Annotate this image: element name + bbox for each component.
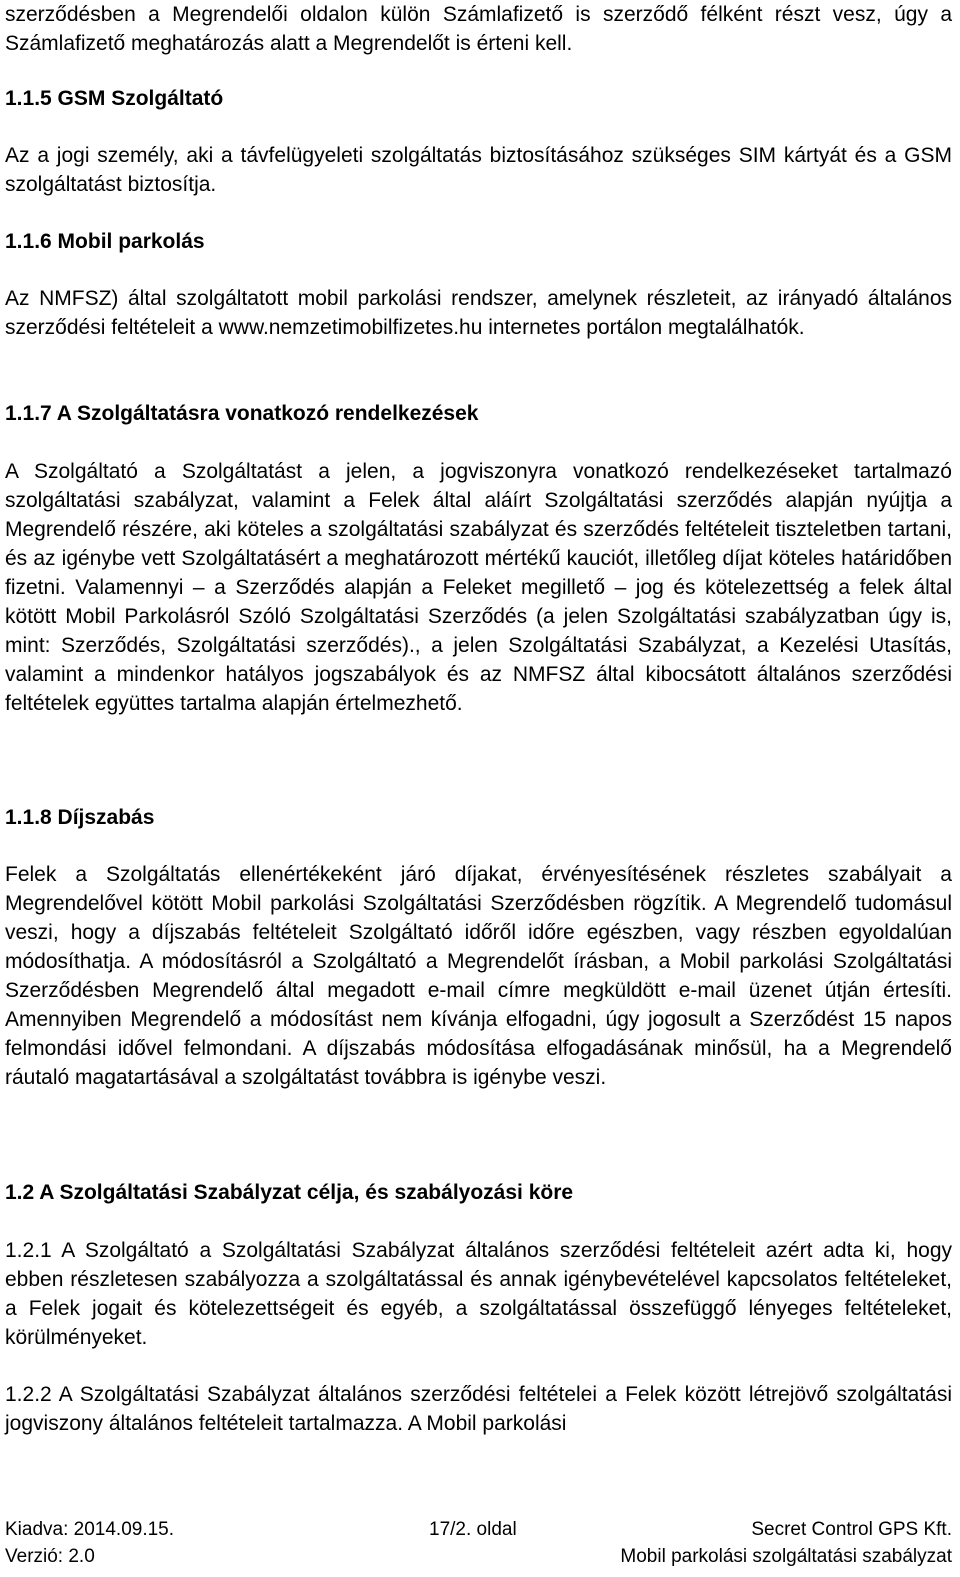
section-1-1-6-heading: 1.1.6 Mobil parkolás (5, 230, 205, 253)
footer-issued-date: Kiadva: 2014.09.15. (5, 1519, 175, 1540)
footer-row-2 (5, 1543, 952, 1570)
intro-paragraph: szerződésben a Megrendelői oldalon külön Számlafizető is szerződő félként részt vesz, úgy a Számlafizető meghatározás alatt a Megrendelőt is érteni kell. (5, 3, 952, 55)
footer-row-1 (5, 1516, 952, 1543)
section-1-1-6-text: Az NMFSZ) által szolgáltatott mobil parkolási rendszer, amelynek részleteit, az irányadó általános szerződési feltételeit a www.nemzetimobilfizetes.hu internetes portálon megtalálhatók. (5, 287, 952, 339)
section-1-2-heading: 1.2 A Szolgáltatási Szabályzat célja, és szabályozási köre (5, 1181, 574, 1204)
section-1-1-5-text: Az a jogi személy, aki a távfelügyeleti szolgáltatás biztosításához szükséges SIM kártyát és a GSM szolgáltatást biztosítja. (5, 144, 952, 196)
section-1-1-5-heading: 1.1.5 GSM Szolgáltató (5, 87, 224, 110)
section-1-2-1-text: 1.2.1 A Szolgáltató a Szolgáltatási Szabályzat általános szerződési feltételeit azért adta ki, hogy ebben részletesen szabályozza a szolgáltatással és annak igénybevételével kapcsolatos feltételeket, a Felek jogait és kötelezettségeit és egyéb, a szolgáltatással összefüggő lényeges feltételeket, körülményeket. (5, 1239, 952, 1349)
section-1-2-2-text: 1.2.2 A Szolgáltatási Szabályzat általános szerződési feltételei a Felek között létrejövő szolgáltatási jogviszony általános feltételeit tartalmazza. A Mobil parkolási (5, 1383, 952, 1435)
footer-version: Verzió: 2.0 (5, 1546, 95, 1567)
section-1-1-8-text: Felek a Szolgáltatás ellenértékeként járó díjakat, érvényesítésének részletes szabályait a Megrendelővel kötött Mobil parkolási Szolgáltatási Szerződésben rögzítik. A Megrendelő tudomásul veszi, hogy a díjszabás feltételeit Szolgáltató időről időre egészben, vagy részben egyoldalúan módosíthatja. A módosításról a Szolgáltató a Megrendelőt írásban, a Mobil parkolási Szolgáltatási Szerződésben Megrendelő által megadott e-mail címre megküldött e-mail üzenet útján értesíti. Amennyiben Megrendelő a módosítást nem kívánja elfogadni, úgy jogosult a Szerződést 15 napos felmondási idővel felmondani. A díjszabás módosítása elfogadásának minősül, ha a Megrendelő ráutaló magatartásával a szolgáltatást továbbra is igénybe veszi. (5, 863, 952, 1089)
footer-page-number: 17/2. oldal (429, 1519, 517, 1540)
page-footer (5, 1516, 952, 1570)
footer-company: Secret Control GPS Kft. (751, 1519, 952, 1540)
section-1-1-8-heading: 1.1.8 Díjszabás (5, 806, 155, 829)
footer-document-title: Mobil parkolási szolgáltatási szabályzat (620, 1546, 952, 1567)
section-1-1-7-text: A Szolgáltató a Szolgáltatást a jelen, a jogviszonyra vonatkozó rendelkezéseket tartalmazó szolgáltatási szabályzat, valamint a Felek által aláírt Szolgáltatási szerződés alapján nyújtja a Megrendelő részére, aki köteles a szolgáltatási szabályzat és szerződés feltételeit tiszteletben tartani, és az igénybe vett Szolgáltatásért a meghatározott mértékű kauciót, illetőleg díjat köteles határidőben fizetni. Valamennyi – a Szerződés alapján a Feleket megillető – jog és kötelezettség a felek által kötött Mobil Parkolásról Szóló Szolgáltatási Szerződés (a jelen Szolgáltatási szabályzatban úgy is, mint: Szerződés, Szolgáltatási szerződés)., a jelen Szolgáltatási Szabályzat, a Kezelési Utasítás, valamint a mindenkor hatályos jogszabályok és az NMFSZ által kibocsátott általános szerződési feltételek együttes tartalma alapján értelmezhető. (5, 460, 952, 715)
section-1-1-7-heading: 1.1.7 A Szolgáltatásra vonatkozó rendelkezések (5, 402, 479, 425)
